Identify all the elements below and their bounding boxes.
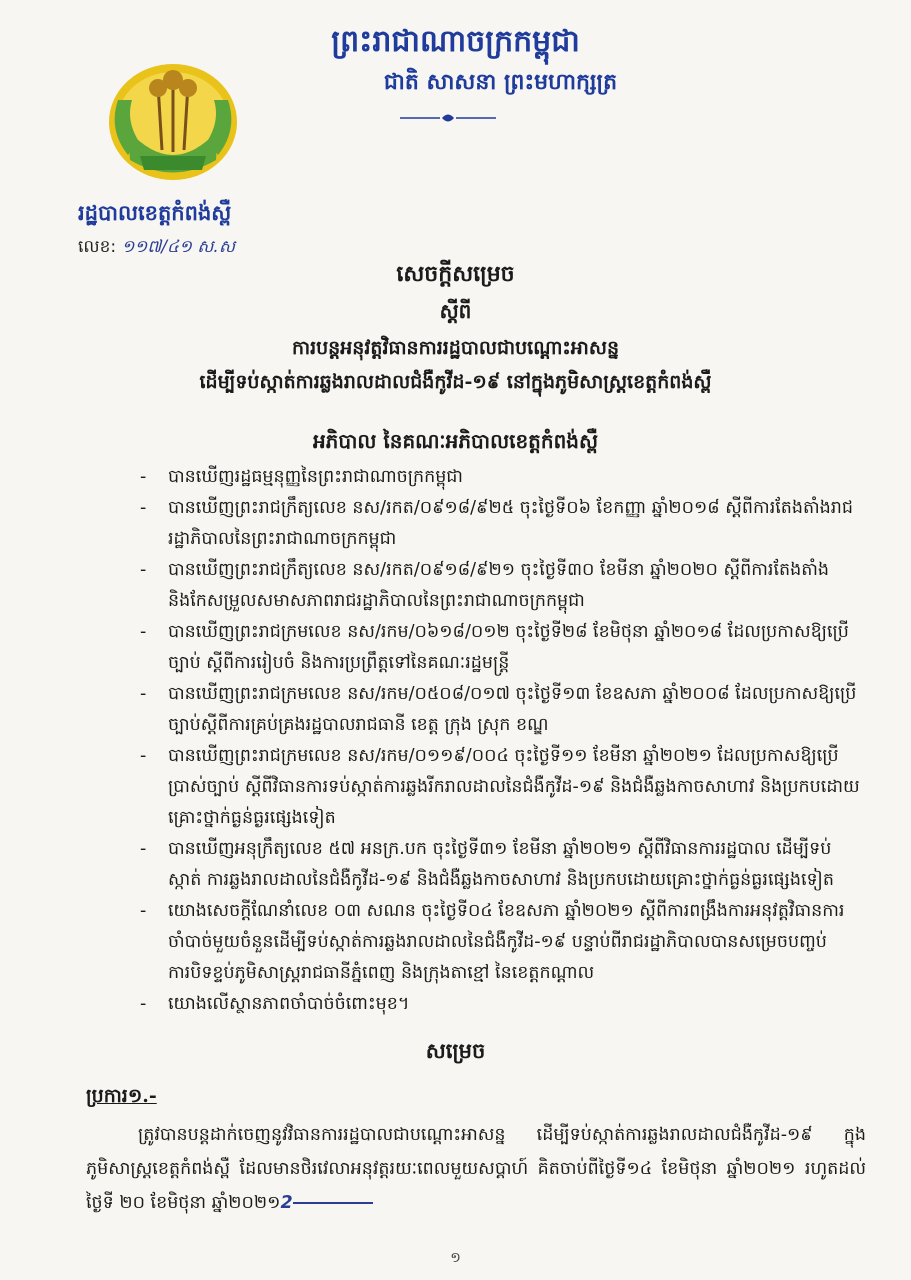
list-item: - បានឃើញរដ្ឋធម្មនុញ្ញនៃព្រះរាជាណាចក្រកម្ពុជា xyxy=(140,467,463,487)
issuing-authority: រដ្ឋបាលខេត្តកំពង់ស្ពឺ xyxy=(78,200,232,225)
decision-heading: សម្រេច xyxy=(425,1038,486,1063)
page-number: ១ xyxy=(450,1250,461,1266)
list-item: - យោងសេចក្តីណែនាំលេខ ០៣ សណន ចុះថ្ងៃទី០៤ ខែឧសភា ឆ្នាំ២០២១ ស្តីពីការពង្រឹងការអនុវត្តវិធានការចាំបាច់មួយចំនួនដើម្បីទប់ស្កាត់ការឆ្លងរាលដាលនៃជំងឺកូវីដ-១៩ បន្ទាប់ពីរាជរដ្ឋាភិបាលបានសម្រេចបញ្ចប់ការបិទខ្ទប់ភូមិសាស្ត្ររាជធានីភ្នំពេញ និងក្រុងតាខ្មៅ នៃខេត្តកណ្តាល xyxy=(140,901,845,983)
ink-underline xyxy=(293,1202,373,1204)
recitals-list xyxy=(140,462,860,1020)
reference-label: លេខ: xyxy=(78,237,117,257)
handwritten-mark: 2 xyxy=(280,1193,293,1213)
divider-ornament xyxy=(398,110,498,126)
article-body: ត្រូវបានបន្តដាក់ចេញនូវវិធានការរដ្ឋបាលជាបណ្តោះអាសន្ន ដើម្បីទប់ស្កាត់ការឆ្លងរាលដាលជំងឺកូវីដ-១៩ ក្នុងភូមិសាស្ត្រខេត្តកំពង់ស្ពឺ ដែលមានថិរវេលាអនុវត្តរយៈពេលមួយសប្តាហ៍ គិតចាប់ពីថ្ងៃទី១៤ ខែមិថុនា ឆ្នាំ២០២១ រហូតដល់ថ្ងៃទី ២០ ខែមិថុនា ឆ្នាំ២០២១ xyxy=(86,1125,866,1213)
title-line-4: ដើម្បីទប់ស្កាត់ការឆ្លងរាលដាលជំងឺកូវីដ-១៩ នៅក្នុងភូមិសាស្ត្រខេត្តកំពង់ស្ពឺ xyxy=(199,371,712,393)
article-text xyxy=(86,1118,866,1220)
list-item: - បានឃើញព្រះរាជក្រឹត្យលេខ នស/រកត/០៩១៨/៩២១ ចុះថ្ងៃទី៣០ ខែមីនា ឆ្នាំ២០២០ ស្តីពីការតែងតាំង និងកែសម្រួលសមាសភាពរាជរដ្ឋាភិបាលនៃព្រះរាជាណាចក្រកម្ពុជា xyxy=(140,560,829,611)
decision-title xyxy=(0,260,911,398)
province-emblem-icon xyxy=(98,60,248,190)
national-motto: ជាតិ សាសនា ព្រះមហាក្សត្រ xyxy=(383,69,618,95)
list-item: - បានឃើញព្រះរាជក្រមលេខ នស/រកម/០៥០៨/០១៧ ចុះថ្ងៃទី១៣ ខែឧសភា ឆ្នាំ២០០៨ ដែលប្រកាសឱ្យប្រើច្បាប់ស្តីពីការគ្រប់គ្រងរដ្ឋបាលរាជធានី ខេត្ត ក្រុង ស្រុក ខណ្ឌ xyxy=(140,684,857,735)
kingdom-heading: ព្រះរាជាណាចក្រកម្ពុជា xyxy=(331,24,580,59)
reference-number xyxy=(78,236,235,261)
governor-heading: អភិបាល នៃគណៈអភិបាលខេត្តកំពង់ស្ពឺ xyxy=(312,429,599,453)
list-item: - យោងលើស្ថានភាពចាំបាច់ចំពោះមុខ។ xyxy=(140,994,410,1014)
list-item: - បានឃើញព្រះរាជក្រមលេខ នស/រកម/០៦១៨/០១២ ចុះថ្ងៃទី២៨ ខែមិថុនា ឆ្នាំ២០១៨ ដែលប្រកាសឱ្យប្រើច្បាប់ ស្តីពីការរៀបចំ និងការប្រព្រឹត្តទៅនៃគណៈរដ្ឋមន្ត្រី xyxy=(140,622,849,673)
reference-value: ១១៧/៤១ ស.ស xyxy=(121,237,236,257)
title-line-1: សេចក្តីសម្រេច xyxy=(396,261,515,287)
article-label: ប្រការ១.- xyxy=(86,1085,157,1107)
title-line-3: ការបន្តអនុវត្តវិធានការរដ្ឋបាលជាបណ្តោះអាសន្ន xyxy=(291,337,620,359)
title-line-2: ស្តីពី xyxy=(439,299,472,323)
list-item: - បានឃើញព្រះរាជក្រឹត្យលេខ នស/រកត/០៩១៨/៩២៥ ចុះថ្ងៃទី០៦ ខែកញ្ញា ឆ្នាំ២០១៨ ស្តីពីការតែងតាំងរាជរដ្ឋាភិបាលនៃព្រះរាជាណាចក្រកម្ពុជា xyxy=(140,498,854,549)
list-item: - បានឃើញអនុក្រឹត្យលេខ ៥៧ អនក្រ.បក ចុះថ្ងៃទី៣១ ខែមីនា ឆ្នាំ២០២១ ស្តីពីវិធានការរដ្ឋបាល ដើម្បីទប់ស្កាត់ ការឆ្លងរាលដាលនៃជំងឺកូវីដ-១៩ និងជំងឺឆ្លងកាចសាហាវ និងប្រកបដោយគ្រោះថ្នាក់ធ្ងន់ធ្ងរផ្សេងទៀត xyxy=(140,839,834,890)
list-item: - បានឃើញព្រះរាជក្រមលេខ នស/រកម/០១១៩/០០៤ ចុះថ្ងៃទី១១ ខែមីនា ឆ្នាំ២០២១ ដែលប្រកាសឱ្យប្រើប្រាស់ច្បាប់ ស្តីពីវិធានការទប់ស្កាត់ការឆ្លងរីករាលដាលនៃជំងឺកូវីដ-១៩ និងជំងឺឆ្លងកាចសាហាវ និងប្រកបដោយគ្រោះថ្នាក់ធ្ងន់ធ្ងរផ្សេងទៀត xyxy=(140,746,860,828)
